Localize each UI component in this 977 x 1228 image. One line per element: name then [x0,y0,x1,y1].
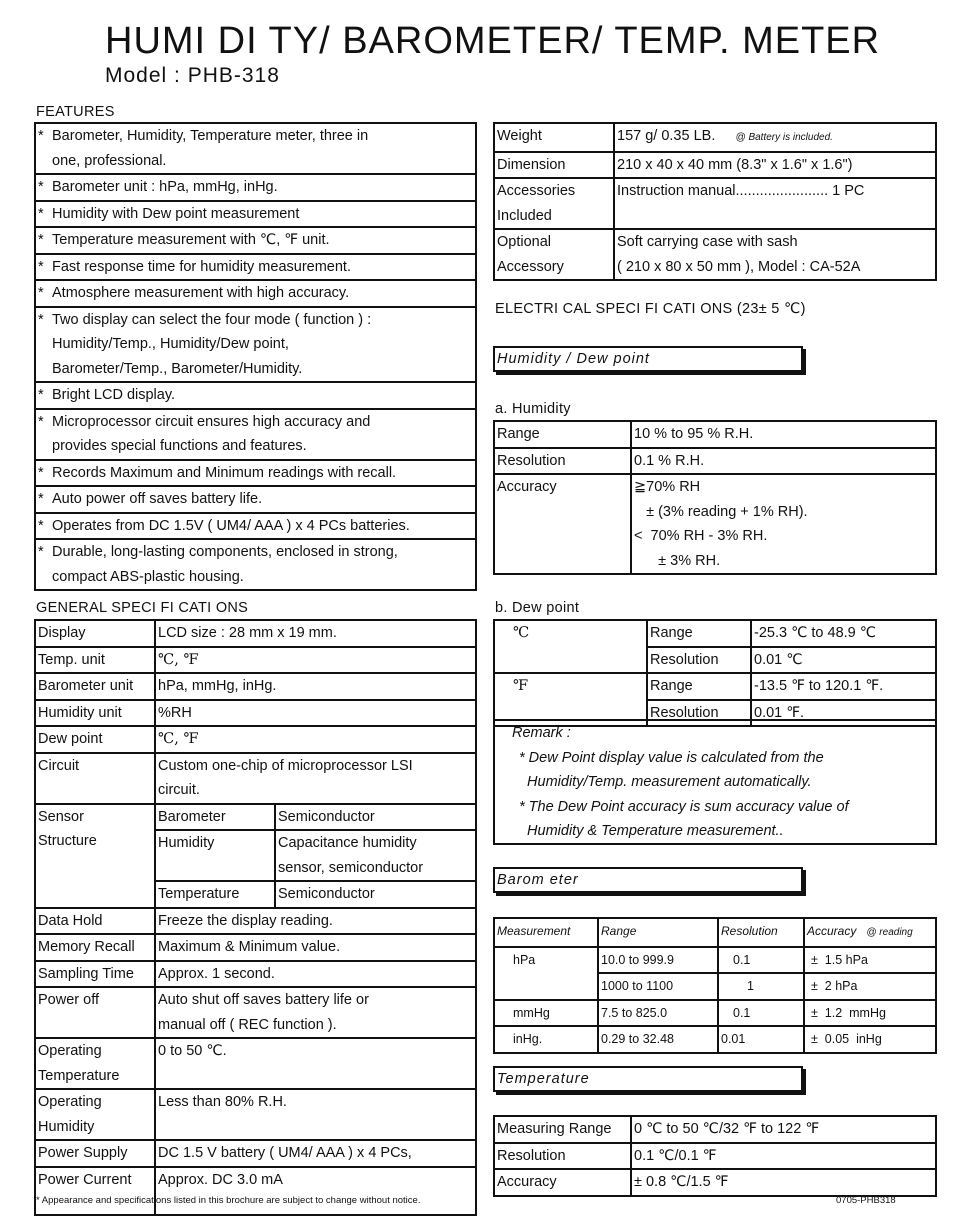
feature-line: Fast response time for humidity measurement. [52,258,351,275]
feature-line: compact ABS-plastic housing. [52,568,244,585]
temp-range-row [494,1116,936,1143]
feature-cell [35,227,476,254]
accessories-label-2: Included [497,207,552,224]
feature-line: Records Maximum and Minimum readings with recall. [52,464,397,481]
feature-text-continued [38,434,473,459]
feature-text [38,514,473,539]
spec-row-power-current [35,1167,476,1215]
spec-label: Memory Recall [35,934,155,961]
baro-cell: mmHg [494,1000,598,1027]
footer-code: 0705-PHB318 [836,1195,896,1206]
baro-cell [494,973,598,1000]
weight-row [494,123,936,152]
humidity-range-label: Range [494,421,631,448]
general-specs-table [34,619,477,1216]
feature-text [38,540,473,565]
feature-item [35,539,476,590]
baro-cell: inHg. [494,1026,598,1053]
feature-cell [35,486,476,513]
dew-f-range-label: Range [647,673,751,700]
feature-line: Auto power off saves battery life. [52,491,263,507]
remark-line: * The Dew Point accuracy is sum accuracy value of [519,798,849,815]
feature-text [38,228,473,253]
temp-acc-value: ± 0.8 ℃/1.5 ℉ [631,1169,936,1196]
feature-text-continued [38,357,473,382]
temp-res-row [494,1143,936,1170]
spec-label: Power Supply [35,1140,155,1167]
spec-label [35,1089,155,1140]
humidity-accuracy-row [494,474,936,574]
features-heading: FEATURES [36,104,115,120]
bullet-star: * [38,311,44,328]
dew-celsius-unit: ℃ [494,620,647,673]
feature-item [35,227,476,254]
bullet-star: * [38,387,44,403]
spec-value: Approx. DC 3.0 mA [155,1167,476,1215]
spec-label: Dew point [35,726,155,753]
spec-label: Power off [35,987,155,1038]
feature-cell [35,382,476,409]
humidity-subheading: a. Humidity [495,401,571,417]
spec-row-memory [35,934,476,961]
humidity-range-row [494,421,936,448]
feature-text [38,175,473,200]
accuracy-line: ± 3% RH. [634,552,721,569]
baro-row-hpa-2 [494,973,936,1000]
feature-item [35,174,476,201]
optional-label-2: Accessory [497,258,564,275]
spec-label [35,804,155,908]
feature-cell [35,174,476,201]
feature-line: Temperature measurement with ℃, ℉ unit. [52,232,330,248]
spec-value: 0 to 50 ℃. [155,1038,476,1089]
sensor-type: Barometer [155,804,275,831]
bullet-star: * [38,413,44,430]
accessories-row [494,178,936,229]
feature-item [35,382,476,409]
feature-cell [35,539,476,590]
dew-point-subheading: b. Dew point [495,600,580,616]
sensor-value-line: sensor, semiconductor [278,859,424,876]
baro-cell: 0.1 [718,947,804,974]
feature-text-continued [38,332,473,357]
spec-row-sampling [35,961,476,988]
spec-row-sensor-baro [35,804,476,831]
feature-item [35,409,476,460]
bullet-star: * [38,285,44,301]
optional-label-1: Optional [497,234,552,250]
bullet-star: * [38,179,44,195]
accuracy-line: ± (3% reading + 1% RH). [634,503,808,520]
feature-text [38,410,473,435]
feature-cell [35,460,476,487]
weight-value [614,123,936,152]
spec-value: ℃, ℉ [155,726,476,753]
humidity-dew-header: Humidity / Dew point [493,346,803,372]
spec-value: DC 1.5 V battery ( UM4/ AAA ) x 4 PCs, [155,1140,476,1167]
baro-col-accuracy [804,918,936,947]
feature-cell [35,513,476,540]
feature-text [38,255,473,280]
feature-line: Atmosphere measurement with high accuracy. [52,285,350,301]
baro-col-accuracy-label: Accuracy [807,924,857,938]
baro-col-range: Range [598,918,718,947]
baro-cell: 0.01 [718,1026,804,1053]
remark-line: Humidity & Temperature measurement.. [519,823,784,839]
baro-row-mmhg [494,1000,936,1027]
feature-text [38,281,473,306]
dew-c-res-value: 0.01 ℃ [751,647,936,674]
temp-res-label: Resolution [494,1143,631,1170]
baro-cell: ± 0.05 inHg [804,1026,936,1053]
spec-row-data-hold [35,908,476,935]
spec-row-temp-unit [35,647,476,674]
remark-title: Remark : [512,725,571,741]
spec-label: Display [35,620,155,647]
spec-label-line: Temperature [38,1067,120,1084]
weight-label: Weight [494,123,614,152]
spec-value [155,987,476,1038]
sensor-type: Temperature [155,881,275,908]
spec-row-display [35,620,476,647]
bullet-star: * [38,544,44,560]
feature-cell [35,254,476,281]
baro-cell: hPa [494,947,598,974]
feature-cell [35,123,476,174]
baro-cell: ± 1.5 hPa [804,947,936,974]
feature-cell [35,201,476,228]
feature-line: Barometer, Humidity, Temperature meter, three in [52,128,369,144]
sensor-value [275,830,476,881]
temperature-header: Temperature [493,1066,803,1092]
feature-line: one, professional. [52,152,167,169]
general-heading: GENERAL SPECI FI CATI ONS [36,600,249,616]
feature-line: Two display can select the four mode ( function ) : [52,311,372,328]
spec-row-circuit [35,753,476,804]
dew-f-res-label: Resolution [647,700,751,727]
model-number: Model : PHB-318 [105,64,280,87]
spec-label-line: Humidity [38,1118,95,1135]
spec-value: Less than 80% R.H. [155,1089,476,1140]
accuracy-line: < 70% RH - 3% RH. [634,528,768,544]
feature-line: Microprocessor circuit ensures high accuracy and [52,413,371,430]
barometer-table [493,917,937,1054]
feature-line: Barometer/Temp., Barometer/Humidity. [52,360,303,377]
spec-label: Data Hold [35,908,155,935]
feature-item [35,201,476,228]
spec-row-dew-point [35,726,476,753]
bullet-star: * [38,205,44,222]
feature-line: Durable, long-lasting components, enclosed in strong, [52,544,398,560]
barometer-header-row [494,918,936,947]
feature-item [35,513,476,540]
feature-line: provides special functions and features. [52,438,307,454]
temperature-table [493,1115,937,1197]
spec-value-line: manual off ( REC function ). [158,1016,337,1033]
humidity-table [493,420,937,575]
dew-fahrenheit-unit: ℉ [494,673,647,726]
feature-item [35,307,476,383]
optional-row [494,229,936,280]
weight-text: 157 g/ 0.35 LB. [617,128,716,144]
dew-f-range-row [494,673,936,700]
optional-label [494,229,614,280]
dew-c-range-label: Range [647,620,751,647]
bullet-star: * [38,517,44,534]
spec-row-operating-temp [35,1038,476,1089]
humidity-accuracy-label: Accuracy [494,474,631,574]
baro-cell: 1000 to 1100 [598,973,718,1000]
humidity-resolution-label: Resolution [494,448,631,475]
electrical-heading: ELECTRI CAL SPECI FI CATI ONS (23± 5 ℃) [495,301,806,317]
footer-note: * Appearance and specifications listed in this brochure are subject to change without notice. [36,1195,421,1206]
feature-line: Bright LCD display. [52,387,176,403]
dew-point-table [493,619,937,727]
temp-range-label: Measuring Range [494,1116,631,1143]
spec-label [35,1038,155,1089]
remark-line: Humidity/Temp. measurement automatically. [519,774,812,790]
baro-col-accuracy-note: @ reading [866,927,913,938]
spec-value: Approx. 1 second. [155,961,476,988]
baro-col-measurement: Measurement [494,918,598,947]
spec-label-line: Operating [38,1094,102,1110]
spec-label-line: Structure [38,833,97,849]
accessories-label-1: Accessories [497,183,576,199]
spec-label-line: Operating [38,1043,102,1059]
feature-text [38,461,473,486]
temp-acc-row [494,1169,936,1196]
physical-specs-table [493,122,937,281]
spec-label: Sampling Time [35,961,155,988]
spec-label-line: Sensor [38,808,84,825]
humidity-resolution-row [494,448,936,475]
bullet-star: * [38,128,44,144]
humidity-resolution-value: 0.1 % R.H. [631,448,936,475]
dimension-row [494,152,936,179]
feature-item [35,123,476,174]
temp-range-value: 0 ℃ to 50 ℃/32 ℉ to 122 ℉ [631,1116,936,1143]
bullet-star: * [38,491,44,507]
baro-cell: 0.1 [718,1000,804,1027]
feature-cell [35,409,476,460]
accuracy-line: ≧70% RH [634,479,701,495]
baro-row-inhg [494,1026,936,1053]
baro-row-hpa-1 [494,947,936,974]
spec-label: Power Current [35,1167,155,1215]
spec-row-power-supply [35,1140,476,1167]
spec-label: Circuit [35,753,155,804]
spec-row-humidity-unit [35,700,476,727]
baro-cell: ± 2 hPa [804,973,936,1000]
feature-text-continued [38,565,473,590]
baro-cell: 0.29 to 32.48 [598,1026,718,1053]
feature-line: Barometer unit : hPa, mmHg, inHg. [52,179,278,195]
spec-value: Maximum & Minimum value. [155,934,476,961]
sensor-value: Semiconductor [275,881,476,908]
spec-value: Freeze the display reading. [155,908,476,935]
feature-cell [35,307,476,383]
humidity-accuracy-value [631,474,936,574]
spec-row-baro-unit [35,673,476,700]
spec-label: Humidity unit [35,700,155,727]
dimension-value: 210 x 40 x 40 mm (8.3" x 1.6" x 1.6") [614,152,936,179]
weight-note: @ Battery is included. [735,132,833,143]
dew-c-range-row [494,620,936,647]
feature-line: Operates from DC 1.5V ( UM4/ AAA ) x 4 PCs batteries. [52,517,410,534]
spec-value: hPa, mmHg, inHg. [155,673,476,700]
spec-value-line: Auto shut off saves battery life or [158,992,369,1008]
sensor-value: Semiconductor [275,804,476,831]
temp-acc-label: Accuracy [494,1169,631,1196]
sensor-value-line: Capacitance humidity [278,835,417,851]
baro-cell: 7.5 to 825.0 [598,1000,718,1027]
spec-label: Temp. unit [35,647,155,674]
dew-c-res-label: Resolution [647,647,751,674]
feature-text [38,124,473,149]
remark-box [493,719,937,845]
temp-res-value: 0.1 ℃/0.1 ℉ [631,1143,936,1170]
bullet-star: * [38,258,44,275]
humidity-range-value: 10 % to 95 % R.H. [631,421,936,448]
feature-item [35,460,476,487]
sensor-type: Humidity [155,830,275,881]
baro-col-resolution: Resolution [718,918,804,947]
feature-text [38,487,473,512]
accessories-label [494,178,614,229]
barometer-header: Barom eter [493,867,803,893]
dimension-label: Dimension [494,152,614,179]
optional-value-1: Soft carrying case with sash [617,234,798,250]
feature-text [38,383,473,408]
spec-row-power-off [35,987,476,1038]
spec-value: ℃, ℉ [155,647,476,674]
spec-row-operating-humidity [35,1089,476,1140]
feature-item [35,254,476,281]
feature-line: Humidity with Dew point measurement [52,205,300,222]
feature-text-continued [38,149,473,174]
accessories-value: Instruction manual....................... 1 PC [614,178,936,229]
dew-f-range-value: -13.5 ℉ to 120.1 ℉. [751,673,936,700]
feature-text [38,202,473,227]
bullet-star: * [38,464,44,481]
optional-value [614,229,936,280]
feature-text [38,308,473,333]
feature-item [35,486,476,513]
baro-cell: ± 1.2 mmHg [804,1000,936,1027]
spec-value-line: Custom one-chip of microprocessor LSI [158,757,413,774]
spec-value [155,753,476,804]
optional-value-2: ( 210 x 80 x 50 mm ), Model : CA-52A [617,258,861,275]
dew-f-res-value: 0.01 ℉. [751,700,936,727]
feature-cell [35,280,476,307]
spec-value: LCD size : 28 mm x 19 mm. [155,620,476,647]
feature-line: Humidity/Temp., Humidity/Dew point, [52,336,289,352]
baro-cell: 1 [718,973,804,1000]
features-table [34,122,477,591]
spec-value: %RH [155,700,476,727]
spec-value-line: circuit. [158,782,200,798]
page-title: HUMI DI TY/ BAROMETER/ TEMP. METER [105,20,881,62]
spec-label: Barometer unit [35,673,155,700]
dew-c-range-value: -25.3 ℃ to 48.9 ℃ [751,620,936,647]
baro-cell: 10.0 to 999.9 [598,947,718,974]
remark-line: * Dew Point display value is calculated from the [519,749,824,766]
feature-item [35,280,476,307]
bullet-star: * [38,232,44,248]
